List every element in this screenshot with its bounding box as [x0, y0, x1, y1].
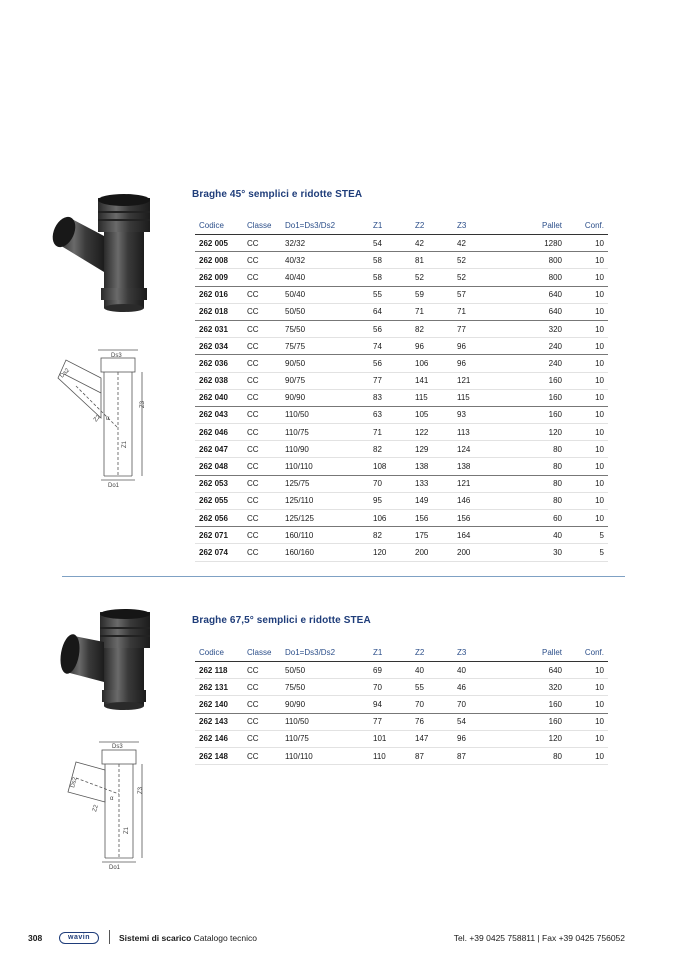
- contact-info: Tel. +39 0425 758811 | Fax +39 0425 756052: [453, 933, 625, 943]
- table-cell: 55: [369, 286, 411, 303]
- table-cell: 106: [369, 510, 411, 527]
- table-cell: 96: [453, 355, 493, 372]
- table-cell: 10: [566, 424, 608, 441]
- table-cell: 120: [493, 424, 566, 441]
- product-photo-67-branch: [56, 606, 166, 716]
- table-cell: 138: [411, 458, 453, 475]
- column-header: Do1=Ds3/Ds2: [281, 643, 369, 662]
- table-cell: 106: [411, 355, 453, 372]
- table-cell: CC: [243, 269, 281, 286]
- table-67-branches: [195, 643, 608, 765]
- column-header: Classe: [243, 216, 281, 235]
- table-cell: 82: [369, 441, 411, 458]
- table-cell: 57: [453, 286, 493, 303]
- table-cell: 80: [493, 475, 566, 492]
- table-cell: 640: [493, 662, 566, 679]
- label-do1-2: Do1: [109, 865, 121, 870]
- table-cell: 110/75: [281, 730, 369, 747]
- table-cell: 83: [369, 389, 411, 406]
- table-cell: 110/110: [281, 747, 369, 764]
- table-cell: 1280: [493, 235, 566, 252]
- table-cell: 120: [493, 730, 566, 747]
- table-cell: 262 009: [195, 269, 243, 286]
- table-cell: 63: [369, 406, 411, 423]
- table-cell: 54: [369, 235, 411, 252]
- table-cell: 160: [493, 372, 566, 389]
- table-cell: 71: [369, 424, 411, 441]
- table-cell: 160/110: [281, 527, 369, 544]
- table-cell: 10: [566, 713, 608, 730]
- table-cell: 133: [411, 475, 453, 492]
- table-cell: 262 047: [195, 441, 243, 458]
- label-ds2: Ds2: [59, 367, 71, 380]
- table-row: [195, 320, 608, 337]
- table-cell: 262 071: [195, 527, 243, 544]
- label-z1-2: Z1: [124, 826, 130, 834]
- table-cell: 10: [566, 389, 608, 406]
- table-cell: 138: [453, 458, 493, 475]
- table-row: [195, 235, 608, 252]
- table-cell: 71: [411, 303, 453, 320]
- table-row: [195, 269, 608, 286]
- page-number: 308: [28, 933, 43, 943]
- table-cell: CC: [243, 730, 281, 747]
- table-cell: 64: [369, 303, 411, 320]
- label-z3-2: Z3: [138, 786, 144, 794]
- table-cell: 262 008: [195, 252, 243, 269]
- table-cell: 87: [411, 747, 453, 764]
- column-header: Z1: [369, 216, 411, 235]
- table-cell: 262 143: [195, 713, 243, 730]
- table-cell: 75/50: [281, 679, 369, 696]
- table-cell: CC: [243, 424, 281, 441]
- table-cell: 262 146: [195, 730, 243, 747]
- table-cell: 121: [453, 372, 493, 389]
- table-cell: 262 016: [195, 286, 243, 303]
- table-cell: CC: [243, 492, 281, 509]
- table-cell: CC: [243, 696, 281, 713]
- table-cell: 640: [493, 303, 566, 320]
- table-cell: 74: [369, 338, 411, 355]
- table-cell: CC: [243, 406, 281, 423]
- table-cell: 96: [453, 338, 493, 355]
- table-cell: 164: [453, 527, 493, 544]
- table-cell: 76: [411, 713, 453, 730]
- label-alpha: α: [106, 416, 110, 422]
- label-z1: Z1: [122, 440, 128, 448]
- table-cell: 30: [493, 544, 566, 561]
- table-cell: 110/75: [281, 424, 369, 441]
- table-cell: 160/160: [281, 544, 369, 561]
- table-cell: 262 048: [195, 458, 243, 475]
- table-cell: 10: [566, 662, 608, 679]
- catalog-name: [119, 933, 257, 943]
- table-cell: CC: [243, 338, 281, 355]
- table-cell: 149: [411, 492, 453, 509]
- table-cell: 82: [411, 320, 453, 337]
- table-cell: 110/50: [281, 406, 369, 423]
- label-ds3: Ds3: [111, 353, 122, 359]
- table-cell: 50/50: [281, 303, 369, 320]
- table-cell: 75/50: [281, 320, 369, 337]
- table-cell: 46: [453, 679, 493, 696]
- table-row: [195, 730, 608, 747]
- table-cell: 80: [493, 458, 566, 475]
- table-cell: CC: [243, 303, 281, 320]
- table-cell: 122: [411, 424, 453, 441]
- table-45-branches: [195, 216, 608, 562]
- table-cell: 113: [453, 424, 493, 441]
- technical-drawing-45-branch: [56, 348, 166, 488]
- table-row: [195, 303, 608, 320]
- table-cell: 82: [369, 527, 411, 544]
- table-cell: 10: [566, 372, 608, 389]
- table-cell: 101: [369, 730, 411, 747]
- table-cell: 110/50: [281, 713, 369, 730]
- table-cell: CC: [243, 475, 281, 492]
- table-row: [195, 355, 608, 372]
- table-row: [195, 747, 608, 764]
- table-cell: 10: [566, 458, 608, 475]
- table-cell: 10: [566, 355, 608, 372]
- table-cell: CC: [243, 389, 281, 406]
- column-header: Conf.: [566, 643, 608, 662]
- table-cell: CC: [243, 747, 281, 764]
- table-header-row: [195, 643, 608, 662]
- table-cell: 10: [566, 286, 608, 303]
- table-cell: 141: [411, 372, 453, 389]
- table-cell: CC: [243, 441, 281, 458]
- table-cell: 10: [566, 730, 608, 747]
- table-row: [195, 527, 608, 544]
- table-cell: 262 036: [195, 355, 243, 372]
- table-cell: 320: [493, 320, 566, 337]
- table-cell: 110/90: [281, 441, 369, 458]
- table-cell: 90/50: [281, 355, 369, 372]
- table-cell: 5: [566, 527, 608, 544]
- table-cell: 10: [566, 510, 608, 527]
- table-cell: 262 046: [195, 424, 243, 441]
- table-cell: 40: [453, 662, 493, 679]
- table-cell: 262 040: [195, 389, 243, 406]
- table-cell: 70: [369, 679, 411, 696]
- table-cell: 115: [411, 389, 453, 406]
- label-z3: Z3: [140, 400, 146, 408]
- table-cell: 10: [566, 269, 608, 286]
- table-cell: CC: [243, 286, 281, 303]
- table-row: [195, 544, 608, 561]
- table-cell: 77: [369, 372, 411, 389]
- table-cell: 95: [369, 492, 411, 509]
- table-cell: 75/75: [281, 338, 369, 355]
- table-cell: 80: [493, 492, 566, 509]
- table-cell: 262 018: [195, 303, 243, 320]
- table-cell: 262 056: [195, 510, 243, 527]
- table-cell: 10: [566, 320, 608, 337]
- table-cell: 10: [566, 441, 608, 458]
- table-cell: 262 140: [195, 696, 243, 713]
- table-cell: CC: [243, 662, 281, 679]
- table-cell: CC: [243, 679, 281, 696]
- table-cell: 262 131: [195, 679, 243, 696]
- column-header: Z2: [411, 216, 453, 235]
- table-cell: 70: [369, 475, 411, 492]
- table-cell: 42: [453, 235, 493, 252]
- table-cell: 262 118: [195, 662, 243, 679]
- table-cell: 10: [566, 338, 608, 355]
- table-cell: CC: [243, 458, 281, 475]
- table-cell: 5: [566, 544, 608, 561]
- column-header: Do1=Ds3/Ds2: [281, 216, 369, 235]
- table-cell: 58: [369, 252, 411, 269]
- table-cell: CC: [243, 355, 281, 372]
- section-title-67: Braghe 67,5° semplici e ridotte STEA: [192, 615, 371, 626]
- table-cell: CC: [243, 527, 281, 544]
- table-row: [195, 338, 608, 355]
- table-cell: 40/32: [281, 252, 369, 269]
- table-cell: 96: [453, 730, 493, 747]
- catalog-name-bold: Sistemi di scarico: [119, 933, 192, 943]
- table-cell: 262 034: [195, 338, 243, 355]
- column-header: Pallet: [493, 216, 566, 235]
- table-row: [195, 475, 608, 492]
- table-cell: 640: [493, 286, 566, 303]
- table-cell: 160: [493, 696, 566, 713]
- table-cell: 90/90: [281, 389, 369, 406]
- table-cell: 262 038: [195, 372, 243, 389]
- table-cell: 120: [369, 544, 411, 561]
- footer-divider: [109, 930, 110, 944]
- table-cell: 262 148: [195, 747, 243, 764]
- table-header-row: [195, 216, 608, 235]
- table-cell: 262 055: [195, 492, 243, 509]
- column-header: Z3: [453, 643, 493, 662]
- table-cell: 147: [411, 730, 453, 747]
- table-cell: 80: [493, 747, 566, 764]
- table-cell: 160: [493, 389, 566, 406]
- table-cell: 93: [453, 406, 493, 423]
- table-cell: 156: [411, 510, 453, 527]
- table-cell: 115: [453, 389, 493, 406]
- table-cell: 10: [566, 747, 608, 764]
- label-alpha-2: α: [110, 796, 114, 802]
- table-cell: CC: [243, 252, 281, 269]
- column-header: Codice: [195, 643, 243, 662]
- table-cell: 80: [493, 441, 566, 458]
- table-row: [195, 441, 608, 458]
- wavin-logo: wavin: [59, 932, 99, 944]
- label-ds3-2: Ds3: [112, 744, 123, 750]
- table-cell: 52: [411, 269, 453, 286]
- table-cell: 240: [493, 338, 566, 355]
- table-row: [195, 286, 608, 303]
- table-cell: 90/75: [281, 372, 369, 389]
- column-header: Z1: [369, 643, 411, 662]
- table-cell: 81: [411, 252, 453, 269]
- table-cell: 200: [411, 544, 453, 561]
- table-cell: 10: [566, 679, 608, 696]
- table-cell: CC: [243, 320, 281, 337]
- table-cell: 55: [411, 679, 453, 696]
- table-cell: 10: [566, 492, 608, 509]
- table-cell: 240: [493, 355, 566, 372]
- table-cell: 125/75: [281, 475, 369, 492]
- table-cell: 40: [493, 527, 566, 544]
- table-cell: 52: [453, 269, 493, 286]
- table-cell: CC: [243, 544, 281, 561]
- table-cell: 110/110: [281, 458, 369, 475]
- table-row: [195, 662, 608, 679]
- column-header: Z3: [453, 216, 493, 235]
- table-cell: 70: [411, 696, 453, 713]
- label-ds2-2: Ds2: [70, 776, 79, 789]
- table-cell: 262 074: [195, 544, 243, 561]
- label-do1: Do1: [108, 483, 120, 488]
- table-cell: 70: [453, 696, 493, 713]
- table-cell: 54: [453, 713, 493, 730]
- table-row: [195, 252, 608, 269]
- table-cell: 800: [493, 252, 566, 269]
- table-cell: 10: [566, 235, 608, 252]
- table-row: [195, 424, 608, 441]
- table-row: [195, 492, 608, 509]
- table-cell: 59: [411, 286, 453, 303]
- table-cell: 77: [453, 320, 493, 337]
- table-cell: 58: [369, 269, 411, 286]
- table-cell: CC: [243, 372, 281, 389]
- table-cell: 96: [411, 338, 453, 355]
- table-cell: 110: [369, 747, 411, 764]
- table-cell: 262 053: [195, 475, 243, 492]
- table-cell: 146: [453, 492, 493, 509]
- table-cell: 156: [453, 510, 493, 527]
- column-header: Codice: [195, 216, 243, 235]
- label-z2: Z2: [92, 414, 103, 424]
- table-row: [195, 713, 608, 730]
- column-header: Classe: [243, 643, 281, 662]
- catalog-name-rest: Catalogo tecnico: [191, 933, 257, 943]
- table-row: [195, 679, 608, 696]
- table-cell: 87: [453, 747, 493, 764]
- label-z2-2: Z2: [92, 804, 100, 813]
- table-cell: CC: [243, 713, 281, 730]
- table-cell: 56: [369, 320, 411, 337]
- table-cell: 125/125: [281, 510, 369, 527]
- section-separator: [62, 576, 625, 577]
- table-cell: 175: [411, 527, 453, 544]
- column-header: Conf.: [566, 216, 608, 235]
- table-cell: 56: [369, 355, 411, 372]
- table-cell: 42: [411, 235, 453, 252]
- table-cell: 50/40: [281, 286, 369, 303]
- table-cell: 77: [369, 713, 411, 730]
- table-cell: 800: [493, 269, 566, 286]
- table-row: [195, 458, 608, 475]
- table-cell: 160: [493, 406, 566, 423]
- table-cell: 94: [369, 696, 411, 713]
- table-row: [195, 696, 608, 713]
- table-cell: 40/40: [281, 269, 369, 286]
- table-cell: 125/110: [281, 492, 369, 509]
- table-cell: 10: [566, 475, 608, 492]
- table-cell: 105: [411, 406, 453, 423]
- table-cell: 10: [566, 696, 608, 713]
- table-row: [195, 372, 608, 389]
- table-cell: 60: [493, 510, 566, 527]
- table-cell: CC: [243, 510, 281, 527]
- table-cell: 160: [493, 713, 566, 730]
- table-cell: 10: [566, 252, 608, 269]
- column-header: Pallet: [493, 643, 566, 662]
- table-cell: 32/32: [281, 235, 369, 252]
- table-cell: 40: [411, 662, 453, 679]
- table-cell: 90/90: [281, 696, 369, 713]
- table-cell: 200: [453, 544, 493, 561]
- product-photo-45-branch: [48, 188, 168, 318]
- table-row: [195, 406, 608, 423]
- table-row: [195, 389, 608, 406]
- table-cell: 262 043: [195, 406, 243, 423]
- table-cell: 129: [411, 441, 453, 458]
- page-footer: [0, 930, 677, 946]
- table-cell: CC: [243, 235, 281, 252]
- column-header: Z2: [411, 643, 453, 662]
- table-cell: 121: [453, 475, 493, 492]
- table-cell: 10: [566, 406, 608, 423]
- table-cell: 50/50: [281, 662, 369, 679]
- table-cell: 320: [493, 679, 566, 696]
- table-cell: 108: [369, 458, 411, 475]
- section-title-45: Braghe 45° semplici e ridotte STEA: [192, 189, 363, 200]
- table-cell: 10: [566, 303, 608, 320]
- table-cell: 69: [369, 662, 411, 679]
- technical-drawing-67-branch: [62, 738, 162, 870]
- table-cell: 52: [453, 252, 493, 269]
- table-cell: 262 031: [195, 320, 243, 337]
- table-cell: 124: [453, 441, 493, 458]
- table-cell: 71: [453, 303, 493, 320]
- table-cell: 262 005: [195, 235, 243, 252]
- table-row: [195, 510, 608, 527]
